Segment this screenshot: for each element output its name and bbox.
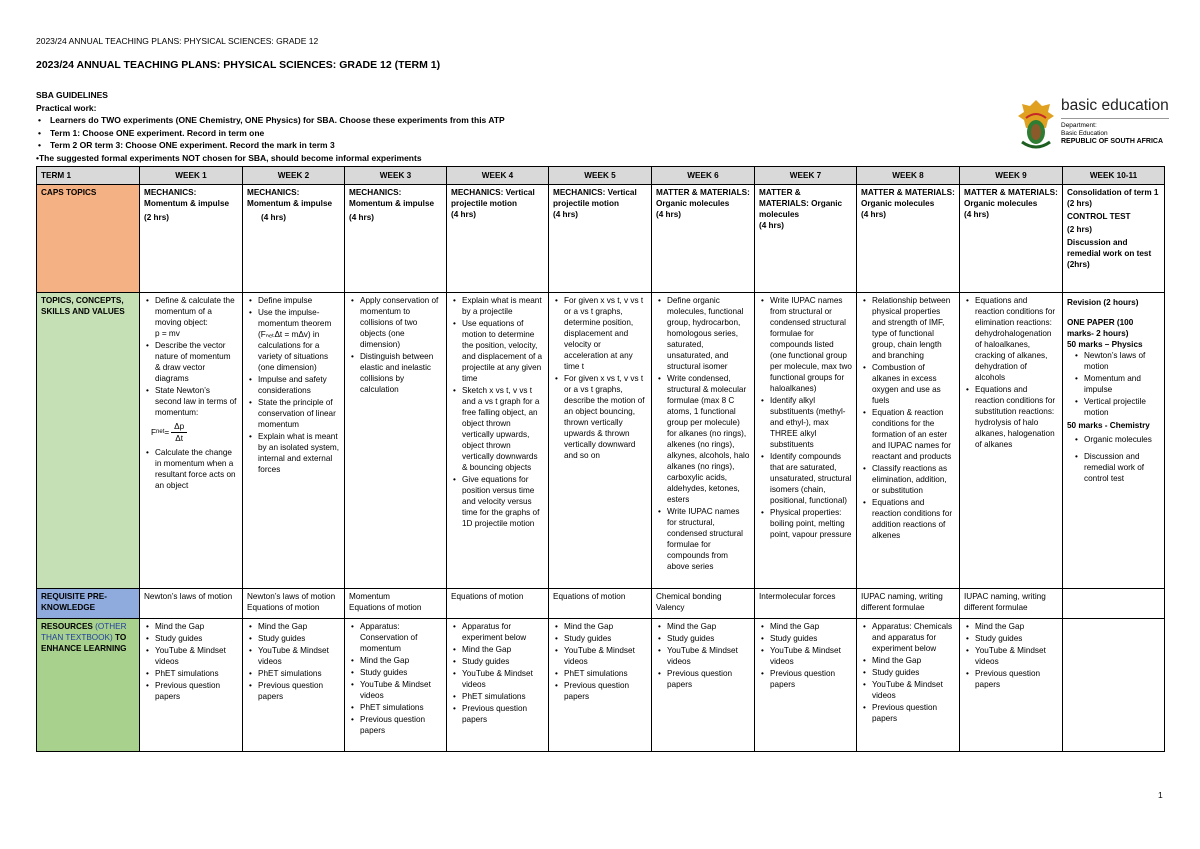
resources-cell bbox=[345, 619, 447, 752]
topics-cell-week2 bbox=[243, 293, 345, 589]
caps-row bbox=[37, 185, 1165, 293]
resource-item: • Mind the Gap bbox=[770, 621, 852, 632]
caps-cell bbox=[447, 185, 549, 293]
col-header: WEEK 10-11 bbox=[1063, 167, 1165, 185]
sba-guidelines bbox=[36, 89, 505, 164]
topic-item: • Equations and reaction conditions for addition reactions of alkenes bbox=[872, 497, 955, 541]
resource-item: • YouTube & Mindset videos bbox=[462, 668, 544, 690]
logo-dept2: Basic Education bbox=[1061, 130, 1108, 137]
topic-item: • For given x vs t, v vs t or a vs t graphs, determine position, displacement and velocity or acceleration at any time t bbox=[564, 295, 647, 372]
prereq-cell: IUPAC naming, writing different formulae bbox=[857, 589, 960, 619]
resource-item: • PhET simulations bbox=[360, 702, 442, 713]
topic-item: • Equations and reaction conditions for elimination reactions: dehydrohalogenation of haloalkanes, cracking of alkanes, dehydration of alcohols bbox=[975, 295, 1058, 383]
caps-line: (4 hrs) bbox=[451, 210, 477, 219]
resource-item: • Study guides bbox=[770, 633, 852, 644]
topics-cell-week8 bbox=[857, 293, 960, 589]
exam-topic: • Organic molecules bbox=[1084, 434, 1160, 445]
resource-item: • Study guides bbox=[360, 667, 442, 678]
resource-item: • Previous question papers bbox=[770, 668, 852, 690]
row-label-topics: TOPICS, CONCEPTS, SKILLS AND VALUES bbox=[37, 293, 140, 589]
resource-item: • Study guides bbox=[667, 633, 750, 644]
resources-cell bbox=[243, 619, 345, 752]
exam-topic: • Momentum and impulse bbox=[1084, 373, 1160, 395]
resources-cell bbox=[549, 619, 652, 752]
resource-item: • Study guides bbox=[258, 633, 340, 644]
topic-item: • Combustion of alkanes in excess oxygen and use as fuels bbox=[872, 362, 955, 406]
paper-text: ONE PAPER (100 marks- 2 hours) bbox=[1067, 318, 1134, 338]
topic-item: • State Newton’s second law in terms of momentum: F net = $\frac{\Delta p}{\Delta t}$ bbox=[155, 385, 238, 444]
resource-item: • Apparatus for experiment below bbox=[462, 621, 544, 643]
resource-item: • PhET simulations bbox=[462, 691, 544, 702]
col-header: WEEK 5 bbox=[549, 167, 652, 185]
resource-item: • YouTube & Mindset videos bbox=[872, 679, 955, 701]
topic-item: • Give equations for position versus time and velocity versus time for the graphs of 1D projectile motion bbox=[462, 474, 544, 529]
topic-item: • Use the impulse-momentum theorem (FₙₑₜΔt = mΔv) in calculations for a variety of situations (one dimension) bbox=[258, 307, 340, 373]
exam-topic: • Newton’s laws of motion bbox=[1084, 350, 1160, 372]
resource-item: • Mind the Gap bbox=[564, 621, 647, 632]
resources-cell bbox=[960, 619, 1063, 752]
topic-item: • Write IUPAC names for structural, condensed structural formulae for compounds from above series bbox=[667, 506, 750, 572]
resource-item: • Mind the Gap bbox=[155, 621, 238, 632]
col-header: TERM 1 bbox=[37, 167, 140, 185]
topics-cell-week1 bbox=[140, 293, 243, 589]
resource-item: • Previous question papers bbox=[564, 680, 647, 702]
caps-line: CONTROL TEST bbox=[1067, 212, 1131, 221]
sba-bullet: • Term 2 OR term 3: Choose ONE experiment. Record the mark in term 3 bbox=[50, 139, 505, 152]
topic-item: • Use equations of motion to determine the position, velocity, and displacement of a projectile at any given time bbox=[462, 318, 544, 384]
prereq-cell: Equations of motion bbox=[447, 589, 549, 619]
resources-cell bbox=[652, 619, 755, 752]
caps-line: (4 hrs) bbox=[861, 210, 887, 219]
resource-item: • Mind the Gap bbox=[872, 655, 955, 666]
exam-topic: • Vertical projectile motion bbox=[1084, 396, 1160, 418]
caps-line: Consolidation of term 1 (2 hrs) bbox=[1067, 188, 1159, 208]
caps-line: Discussion and remedial work on test (2hrs) bbox=[1067, 238, 1152, 269]
resource-item: • YouTube & Mindset videos bbox=[155, 645, 238, 667]
col-header: WEEK 3 bbox=[345, 167, 447, 185]
prereq-cell: Intermolecular forces bbox=[755, 589, 857, 619]
physics-marks: 50 marks – Physics bbox=[1067, 340, 1143, 349]
col-header: WEEK 9 bbox=[960, 167, 1063, 185]
topics-cell-week4 bbox=[447, 293, 549, 589]
col-header: WEEK 8 bbox=[857, 167, 960, 185]
resource-item: • Previous question papers bbox=[872, 702, 955, 724]
caps-line: MATTER & MATERIALS: Organic molecules bbox=[656, 188, 750, 208]
caps-cell bbox=[960, 185, 1063, 293]
logo-name: basic education bbox=[1061, 97, 1169, 114]
topic-item: • Relationship between physical properties and strength of IMF, type of functional group, chain length and branching bbox=[872, 295, 955, 361]
topic-item: • Calculate the change in momentum when a resultant force acts on an object bbox=[155, 447, 238, 491]
row-label-prereq: REQUISITE PRE-KNOWLEDGE bbox=[37, 589, 140, 619]
resource-item: • PhET simulations bbox=[258, 668, 340, 679]
topics-cell-week3 bbox=[345, 293, 447, 589]
topic-item: • Distinguish between elastic and inelastic collisions by calculation bbox=[360, 351, 442, 395]
department-logo bbox=[1016, 98, 1169, 152]
col-header: WEEK 1 bbox=[140, 167, 243, 185]
caps-line: MECHANICS: Vertical projectile motion bbox=[451, 188, 535, 208]
caps-line: (4 hrs) bbox=[553, 210, 579, 219]
prereq-cell: Chemical bonding Valency bbox=[652, 589, 755, 619]
topics-cell-week5 bbox=[549, 293, 652, 589]
resource-item: • Previous question papers bbox=[667, 668, 750, 690]
chemistry-marks: 50 marks - Chemistry bbox=[1067, 421, 1150, 430]
teaching-plan-table bbox=[36, 166, 1165, 752]
topic-item: • Describe the vector nature of momentum & draw vector diagrams bbox=[155, 340, 238, 384]
caps-line: Momentum & impulse bbox=[144, 199, 230, 208]
caps-line: MATTER & MATERIALS: Organic molecules bbox=[964, 188, 1058, 208]
caps-line: MECHANICS: bbox=[247, 188, 300, 197]
prereq-cell bbox=[1063, 589, 1165, 619]
logo-dept: Department: bbox=[1061, 122, 1097, 129]
topic-item: • Write condensed, structural & molecular formulae (max 8 C atoms, 1 functional group per molecule) for alkanes (no rings), alkenes (no rings), alkynes, alcohols, halo alkanes (no rings), carboxylic acids, aldehydes, ketones, esters bbox=[667, 373, 750, 505]
caps-cell bbox=[755, 185, 857, 293]
caps-line: MATTER & MATERIALS: Organic molecules bbox=[861, 188, 955, 208]
resource-item: • Apparatus: Chemicals and apparatus for experiment below bbox=[872, 621, 955, 654]
sba-bullet: • Learners do TWO experiments (ONE Chemistry, ONE Physics) for SBA. Choose these experiments from this ATP bbox=[50, 114, 505, 127]
topic-item: • Equations and reaction conditions for substitution reactions: hydrolysis of halo alkanes, halogenation of alkanes bbox=[975, 384, 1058, 450]
caps-line: Momentum & impulse bbox=[247, 199, 333, 208]
topic-item: • For given x vs t, v vs t or a vs t graphs, describe the motion of an object bouncing, thrown vertically upwards & thrown vertically downward and so on bbox=[564, 373, 647, 461]
prereq-cell: Equations of motion bbox=[549, 589, 652, 619]
resource-item: • YouTube & Mindset videos bbox=[258, 645, 340, 667]
caps-cell bbox=[857, 185, 960, 293]
topic-item: • Physical properties: boiling point, melting point, vapour pressure bbox=[770, 507, 852, 540]
resource-item: • Study guides bbox=[462, 656, 544, 667]
resource-item: • Mind the Gap bbox=[462, 644, 544, 655]
resource-item: • Previous question papers bbox=[462, 703, 544, 725]
sba-bullet: • Term 1: Choose ONE experiment. Record in term one bbox=[50, 127, 505, 140]
topic-item: • Equation & reaction conditions for the formation of an ester and IUPAC names for reactant and products bbox=[872, 407, 955, 462]
topics-cell-week10 bbox=[1063, 293, 1165, 589]
resource-item: • Mind the Gap bbox=[258, 621, 340, 632]
resource-item: • YouTube & Mindset videos bbox=[667, 645, 750, 667]
topic-item: • Identify alkyl substituents (methyl- and ethyl-), max THREE alkyl substituents bbox=[770, 395, 852, 450]
resource-item: • YouTube & Mindset videos bbox=[564, 645, 647, 667]
newton-formula: F net = $\frac{\Delta p}{\Delta t}$ bbox=[151, 421, 238, 444]
caps-cell bbox=[243, 185, 345, 293]
resources-row bbox=[37, 619, 1165, 752]
prereq-row bbox=[37, 589, 1165, 619]
resource-item: • YouTube & Mindset videos bbox=[360, 679, 442, 701]
resource-item: • PhET simulations bbox=[155, 668, 238, 679]
sba-note: •The suggested formal experiments NOT chosen for SBA, should become informal experiments bbox=[36, 152, 422, 163]
caps-cell bbox=[345, 185, 447, 293]
topic-item: • Sketch x vs t, v vs t and a vs t graph for a free falling object, an object thrown vertically upwards, object thrown vertically downwards & bouncing objects bbox=[462, 385, 544, 473]
resources-cell bbox=[857, 619, 960, 752]
resource-item: • Mind the Gap bbox=[360, 655, 442, 666]
page-number: 1 bbox=[1158, 790, 1163, 800]
caps-cell bbox=[1063, 185, 1165, 293]
topics-cell-week7 bbox=[755, 293, 857, 589]
topics-cell-week9 bbox=[960, 293, 1063, 589]
page-title: 2023/24 ANNUAL TEACHING PLANS: PHYSICAL SCIENCES: GRADE 12 (TERM 1) bbox=[36, 59, 441, 71]
topic-item: • Explain what is meant by an isolated system, internal and external forces bbox=[258, 431, 340, 475]
running-header: 2023/24 ANNUAL TEACHING PLANS: PHYSICAL SCIENCES: GRADE 12 bbox=[36, 36, 319, 46]
col-header: WEEK 4 bbox=[447, 167, 549, 185]
topic-item: • Define organic molecules, functional group, hydrocarbon, homologous series, saturated, unsaturated, and structural isomer bbox=[667, 295, 750, 372]
resource-item: • PhET simulations bbox=[564, 668, 647, 679]
caps-line: (2 hrs) bbox=[1067, 225, 1093, 234]
caps-line: (4 hrs) bbox=[349, 213, 375, 222]
resource-item: • YouTube & Mindset videos bbox=[975, 645, 1058, 667]
caps-line: MATTER & MATERIALS: Organic molecules bbox=[759, 188, 843, 219]
resources-cell bbox=[447, 619, 549, 752]
sba-heading: SBA GUIDELINES bbox=[36, 90, 108, 100]
topic-item: • State the principle of conservation of linear momentum bbox=[258, 397, 340, 430]
resource-item: • Mind the Gap bbox=[667, 621, 750, 632]
sba-practical: Practical work: bbox=[36, 102, 97, 113]
caps-line: MECHANICS: bbox=[144, 188, 197, 197]
resource-item: • Study guides bbox=[155, 633, 238, 644]
col-header: WEEK 7 bbox=[755, 167, 857, 185]
resource-item: • Previous question papers bbox=[360, 714, 442, 736]
topic-item: • Write IUPAC names from structural or condensed structural formulae for compounds listed (one functional group per molecule, max two functional groups for haloalkanes) bbox=[770, 295, 852, 394]
resource-item: • Study guides bbox=[872, 667, 955, 678]
prereq-cell: Newton’s laws of motion bbox=[140, 589, 243, 619]
caps-line: (4 hrs) bbox=[656, 210, 682, 219]
resource-item: • Apparatus: Conservation of momentum bbox=[360, 621, 442, 654]
caps-cell bbox=[652, 185, 755, 293]
topic-item: • Explain what is meant by a projectile bbox=[462, 295, 544, 317]
resource-item: • Previous question papers bbox=[258, 680, 340, 702]
resource-item: • Study guides bbox=[975, 633, 1058, 644]
topic-item: • Identify compounds that are saturated, unsaturated, structural isomers (chain, positional, functional) bbox=[770, 451, 852, 506]
topic-item: • Impulse and safety considerations bbox=[258, 374, 340, 396]
caps-line: MECHANICS: bbox=[349, 188, 402, 197]
resource-item: • Previous question papers bbox=[155, 680, 238, 702]
row-label-caps: CAPS TOPICS bbox=[37, 185, 140, 293]
caps-line: (2 hrs) bbox=[144, 213, 170, 222]
col-header: WEEK 6 bbox=[652, 167, 755, 185]
topic-item: • Classify reactions as elimination, addition, or substitution bbox=[872, 463, 955, 496]
caps-line: MECHANICS: Vertical projectile motion bbox=[553, 188, 637, 208]
row-label-resources: RESOURCES (OTHER THAN TEXTBOOK) TO ENHANCE LEARNING bbox=[37, 619, 140, 752]
topic-item: • Define impulse bbox=[258, 295, 340, 306]
caps-line: (4 hrs) bbox=[759, 221, 785, 230]
caps-cell bbox=[549, 185, 652, 293]
resource-item: • YouTube & Mindset videos bbox=[770, 645, 852, 667]
exam-topic: • Discussion and remedial work of control test bbox=[1084, 451, 1160, 484]
caps-line: (4 hrs) bbox=[261, 213, 287, 222]
topics-cell-week6 bbox=[652, 293, 755, 589]
resource-item: • Study guides bbox=[564, 633, 647, 644]
caps-line: Momentum & impulse bbox=[349, 199, 435, 208]
logo-country: REPUBLIC OF SOUTH AFRICA bbox=[1061, 138, 1164, 145]
resources-cell bbox=[140, 619, 243, 752]
resource-item: • Previous question papers bbox=[975, 668, 1058, 690]
topic-item: • Define & calculate the momentum of a moving object: p = mv bbox=[155, 295, 238, 339]
col-header: WEEK 2 bbox=[243, 167, 345, 185]
coat-of-arms-icon bbox=[1016, 98, 1056, 152]
revision-text: Revision (2 hours) bbox=[1067, 298, 1139, 307]
prereq-cell: Momentum Equations of motion bbox=[345, 589, 447, 619]
caps-line: (4 hrs) bbox=[964, 210, 990, 219]
resources-cell bbox=[1063, 619, 1165, 752]
caps-cell bbox=[140, 185, 243, 293]
topic-item: • Apply conservation of momentum to collisions of two objects (one dimension) bbox=[360, 295, 442, 350]
resources-cell bbox=[755, 619, 857, 752]
resource-item: • Mind the Gap bbox=[975, 621, 1058, 632]
header-row bbox=[37, 167, 1165, 185]
prereq-cell: IUPAC naming, writing different formulae bbox=[960, 589, 1063, 619]
sba-bullets bbox=[36, 114, 505, 152]
topics-row bbox=[37, 293, 1165, 589]
prereq-cell: Newton’s laws of motion Equations of motion bbox=[243, 589, 345, 619]
